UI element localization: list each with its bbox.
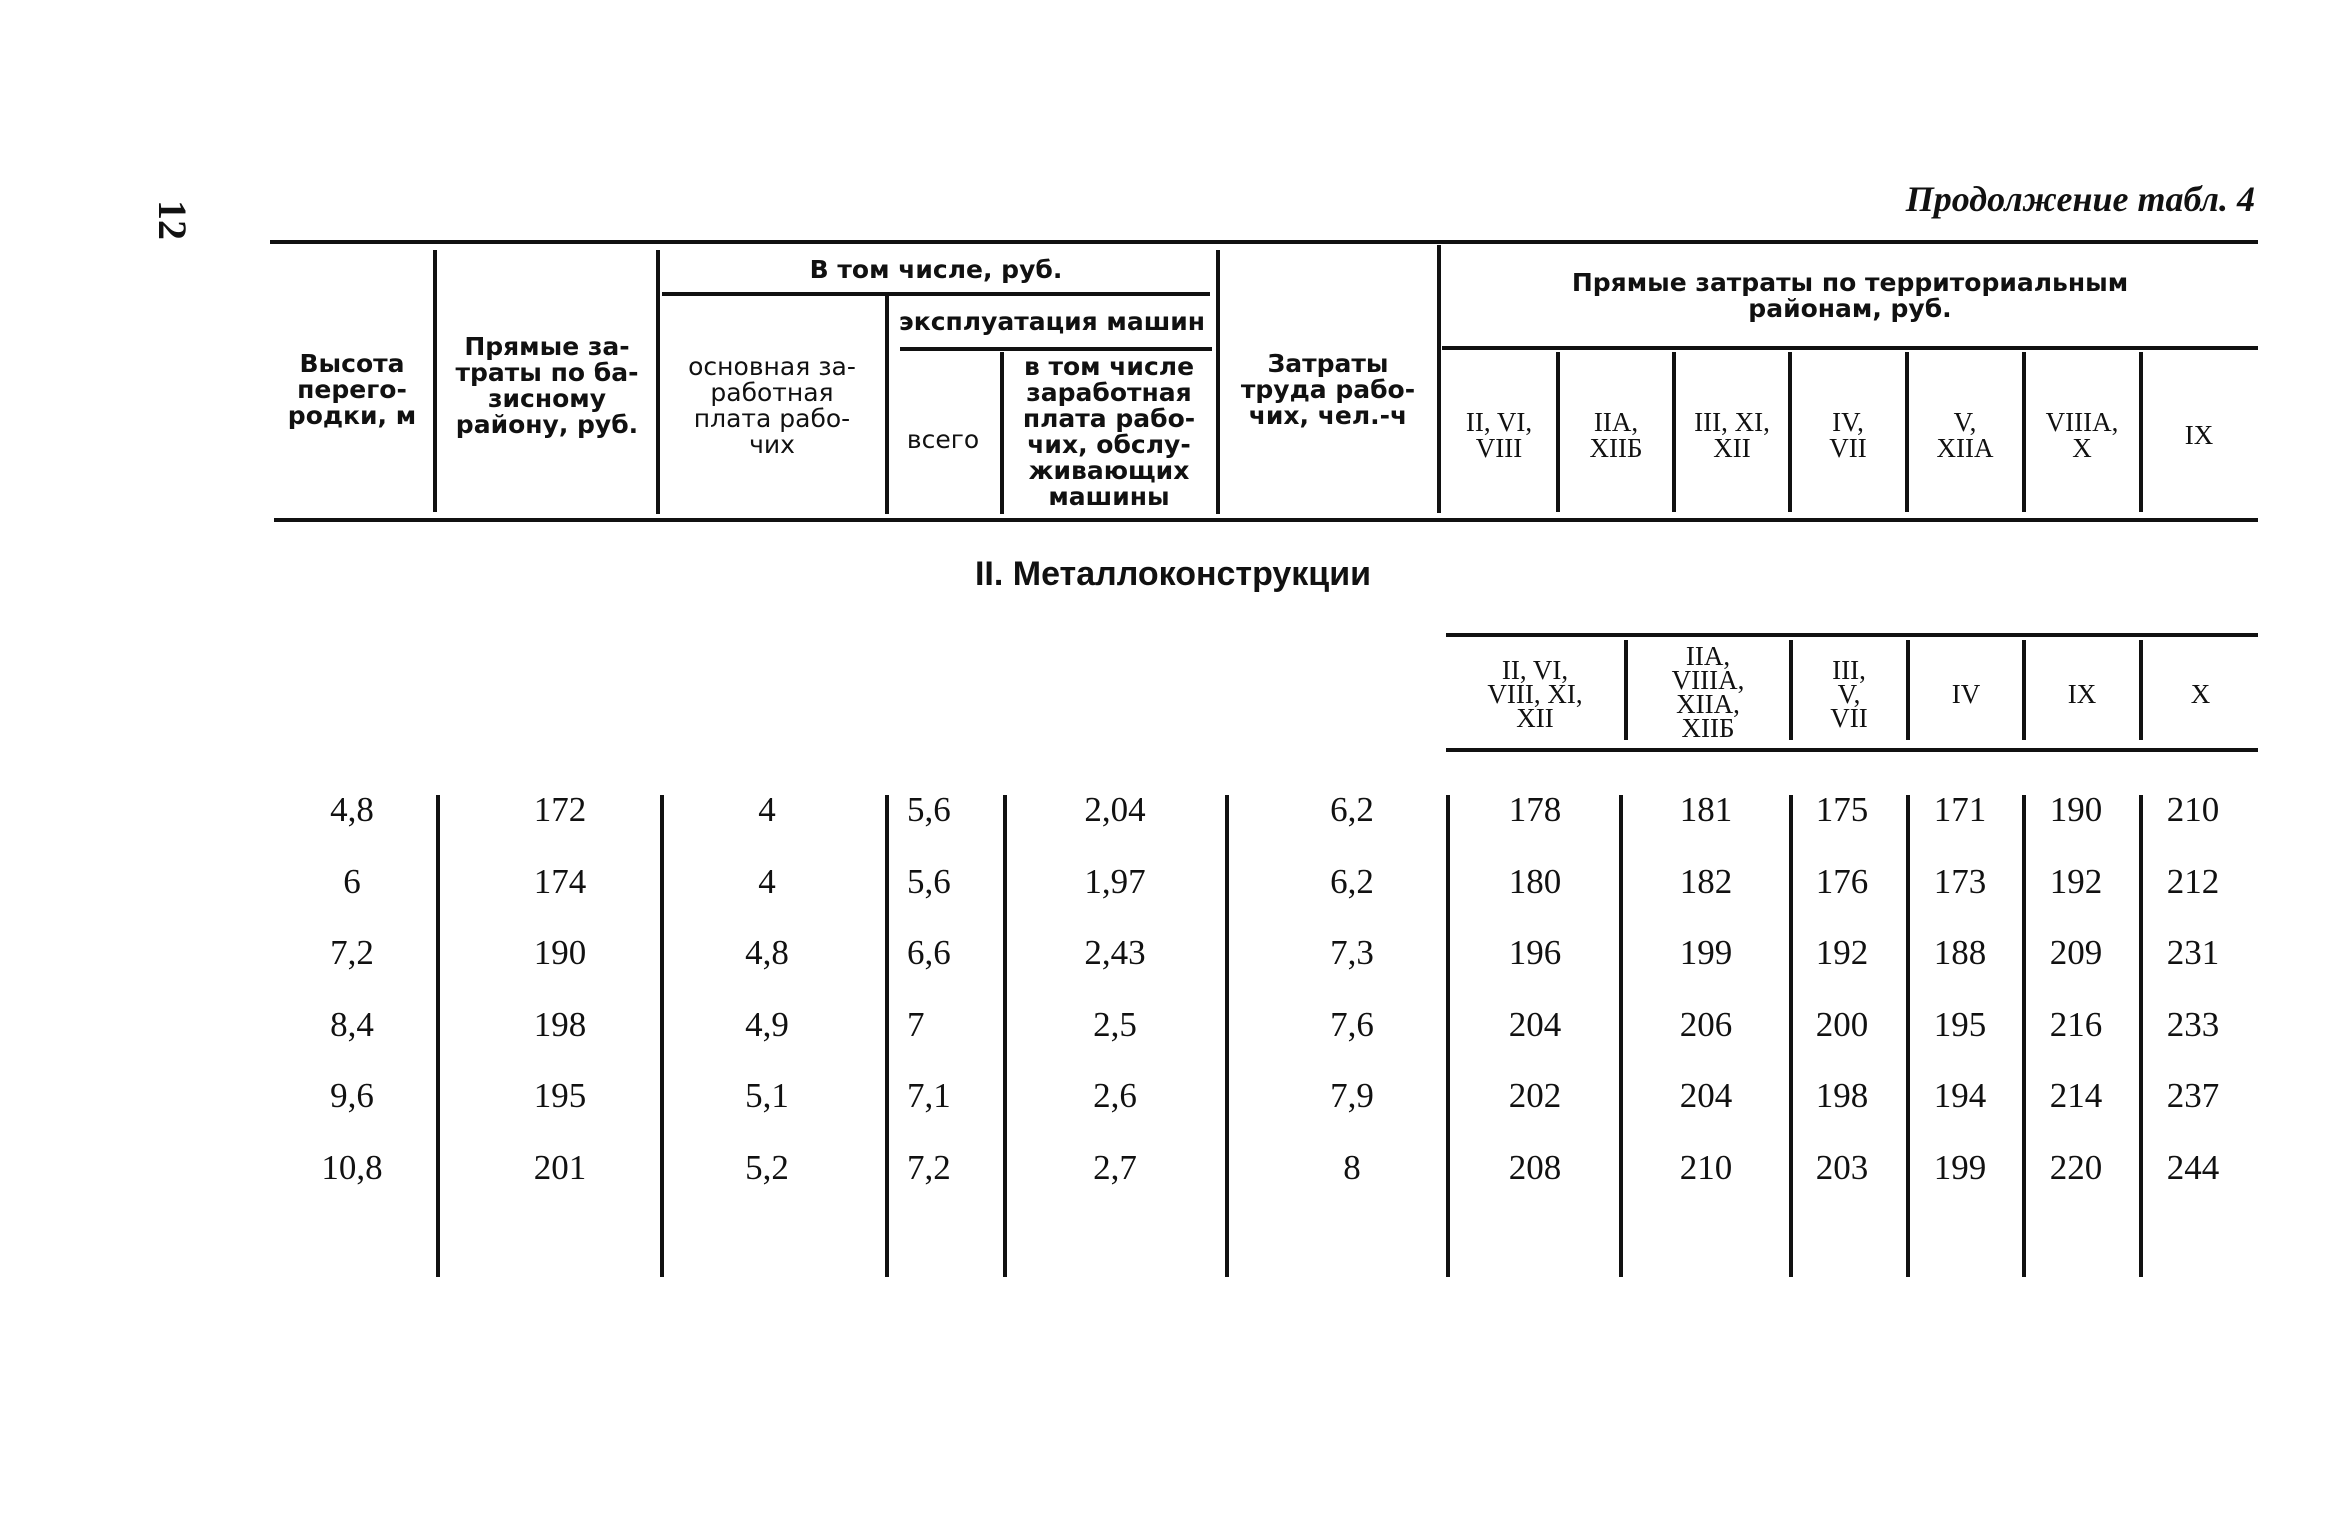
row-region-cost: 199: [1933, 1148, 1987, 1187]
row-machines-wage: 2,5: [1093, 1004, 1137, 1044]
header-regional: Прямые затраты по территориальным районам, руб.: [1571, 268, 2129, 323]
row-labor: 8: [1343, 1148, 1361, 1187]
row-height: 10,8: [321, 1148, 383, 1187]
data-divider: [1225, 795, 1229, 1277]
header-machines-wages: в том числе заработная плата рабо- чих, обслу- живающих машины: [1022, 352, 1196, 511]
header-divider: [433, 250, 437, 512]
row-height: 6: [343, 861, 361, 901]
row-region-cost: 180: [1508, 861, 1562, 901]
row-machines-total: 5,6: [907, 790, 951, 829]
header-bottom-rule: [274, 518, 2258, 522]
row-region-cost: 206: [1679, 1004, 1733, 1044]
header-base-costs: Прямые за- траты по ба- зисному району, руб.: [455, 332, 639, 439]
row-region-cost: 220: [2049, 1148, 2103, 1187]
machines-rule: [900, 347, 1212, 351]
header-region: IX: [2184, 420, 2214, 450]
row-region-cost: 237: [2166, 1076, 2220, 1116]
row-region-cost: 181: [1679, 790, 1733, 829]
page-number: 12: [150, 200, 195, 240]
row-labor: 6,2: [1330, 790, 1374, 829]
subregion-label: X: [2190, 679, 2211, 709]
subregion-label: IV: [1951, 679, 1981, 709]
row-height: 7,2: [330, 933, 374, 973]
row-region-cost: 173: [1933, 861, 1987, 901]
row-region-cost: 195: [1933, 1004, 1987, 1044]
row-region-cost: 204: [1508, 1004, 1562, 1044]
row-region-cost: 216: [2049, 1004, 2103, 1044]
row-base-cost: 190: [533, 933, 587, 973]
row-region-cost: 192: [2049, 861, 2103, 901]
row-region-cost: 214: [2049, 1076, 2103, 1116]
row-base-cost: 172: [533, 790, 587, 829]
row-region-cost: 212: [2166, 861, 2220, 901]
row-region-cost: 233: [2166, 1004, 2220, 1044]
header-height: Высота перего- родки, м: [287, 349, 417, 430]
header-including: В том числе, руб.: [809, 255, 1063, 284]
data-divider: [660, 795, 664, 1277]
header-divider: [1216, 250, 1220, 514]
row-region-cost: 188: [1933, 933, 1987, 973]
row-base-cost: 195: [533, 1076, 587, 1116]
row-region-cost: 204: [1679, 1076, 1733, 1116]
row-base-cost: 174: [533, 861, 587, 901]
header-top-rule: [270, 240, 2258, 244]
row-region-cost: 175: [1815, 790, 1869, 829]
header-labor: Затраты труда рабо- чих, чел.-ч: [1240, 349, 1416, 430]
row-machines-wage: 2,7: [1093, 1148, 1137, 1187]
row-region-cost: 182: [1679, 861, 1733, 901]
row-base-cost: 198: [533, 1004, 587, 1044]
header-machines: эксплуатация машин: [898, 307, 1206, 336]
header-base-wages: основная за- работная плата рабо- чих: [688, 352, 856, 459]
row-machines-wage: 2,04: [1084, 790, 1146, 829]
row-base-wage: 4: [758, 790, 776, 829]
row-region-cost: 203: [1815, 1148, 1869, 1187]
row-region-cost: 200: [1815, 1004, 1869, 1044]
row-region-cost: 199: [1679, 933, 1733, 973]
row-labor: 7,9: [1330, 1076, 1374, 1116]
row-height: 4,8: [330, 790, 374, 829]
row-region-cost: 196: [1508, 933, 1562, 973]
data-divider: [885, 795, 889, 1277]
header-region: VIIIA, X: [2045, 407, 2119, 463]
subregion-bottom-rule: [1446, 748, 2258, 752]
row-region-cost: 244: [2166, 1148, 2220, 1187]
header-region: V, XIIA: [1936, 407, 1994, 463]
row-machines-total: 7,2: [907, 1148, 951, 1187]
header-region: II, VI, VIII: [1465, 407, 1533, 463]
row-machines-total: 5,6: [907, 861, 951, 901]
row-base-cost: 201: [533, 1148, 587, 1187]
row-region-cost: 176: [1815, 861, 1869, 901]
subregion-label: III, V, VII: [1830, 655, 1868, 733]
header-divider: [1437, 245, 1441, 513]
row-machines-total: 7,1: [907, 1076, 951, 1116]
row-region-cost: 190: [2049, 790, 2103, 829]
row-machines-wage: 2,43: [1084, 933, 1146, 973]
row-region-cost: 198: [1815, 1076, 1869, 1116]
row-region-cost: 210: [2166, 790, 2220, 829]
row-labor: 6,2: [1330, 861, 1374, 901]
subregion-label: II, VI, VIII, XI, XII: [1487, 655, 1583, 733]
including-rule: [662, 292, 1210, 296]
row-region-cost: 208: [1508, 1148, 1562, 1187]
subregion-top-rule: [1446, 633, 2258, 637]
table-caption: Продолжение табл. 4: [1905, 179, 2255, 219]
row-machines-wage: 2,6: [1093, 1076, 1137, 1116]
row-region-cost: 194: [1933, 1076, 1987, 1116]
row-base-wage: 4,9: [745, 1004, 789, 1044]
section-title: II. Металлоконструкции: [974, 555, 1372, 593]
header-machines-total: всего: [906, 425, 980, 454]
header-region: IV, VII: [1829, 407, 1867, 463]
row-region-cost: 192: [1815, 933, 1869, 973]
row-base-wage: 5,1: [745, 1076, 789, 1116]
header-divider: [885, 296, 889, 514]
header-region: IIA, XIIБ: [1589, 407, 1643, 463]
row-region-cost: 209: [2049, 933, 2103, 973]
header-region: III, XI, XII: [1694, 407, 1770, 463]
row-machines-total: 6,6: [907, 933, 951, 973]
row-region-cost: 202: [1508, 1076, 1562, 1116]
row-region-cost: 178: [1508, 790, 1562, 829]
row-labor: 7,3: [1330, 933, 1374, 973]
row-height: 8,4: [330, 1004, 374, 1044]
data-divider: [1003, 795, 1007, 1277]
row-base-wage: 4,8: [745, 933, 789, 973]
row-machines-total: 7: [907, 1004, 925, 1044]
row-base-wage: 4: [758, 861, 776, 901]
row-height: 9,6: [330, 1076, 374, 1116]
row-region-cost: 210: [1679, 1148, 1733, 1187]
regional-rule: [1442, 346, 2258, 350]
subregion-label: IIA, VIIIA, XIIA, XIIБ: [1671, 641, 1745, 743]
row-machines-wage: 1,97: [1084, 861, 1146, 901]
row-region-cost: 231: [2166, 933, 2220, 973]
subregion-label: IX: [2067, 679, 2097, 709]
row-base-wage: 5,2: [745, 1148, 789, 1187]
row-region-cost: 171: [1933, 790, 1987, 829]
row-labor: 7,6: [1330, 1004, 1374, 1044]
